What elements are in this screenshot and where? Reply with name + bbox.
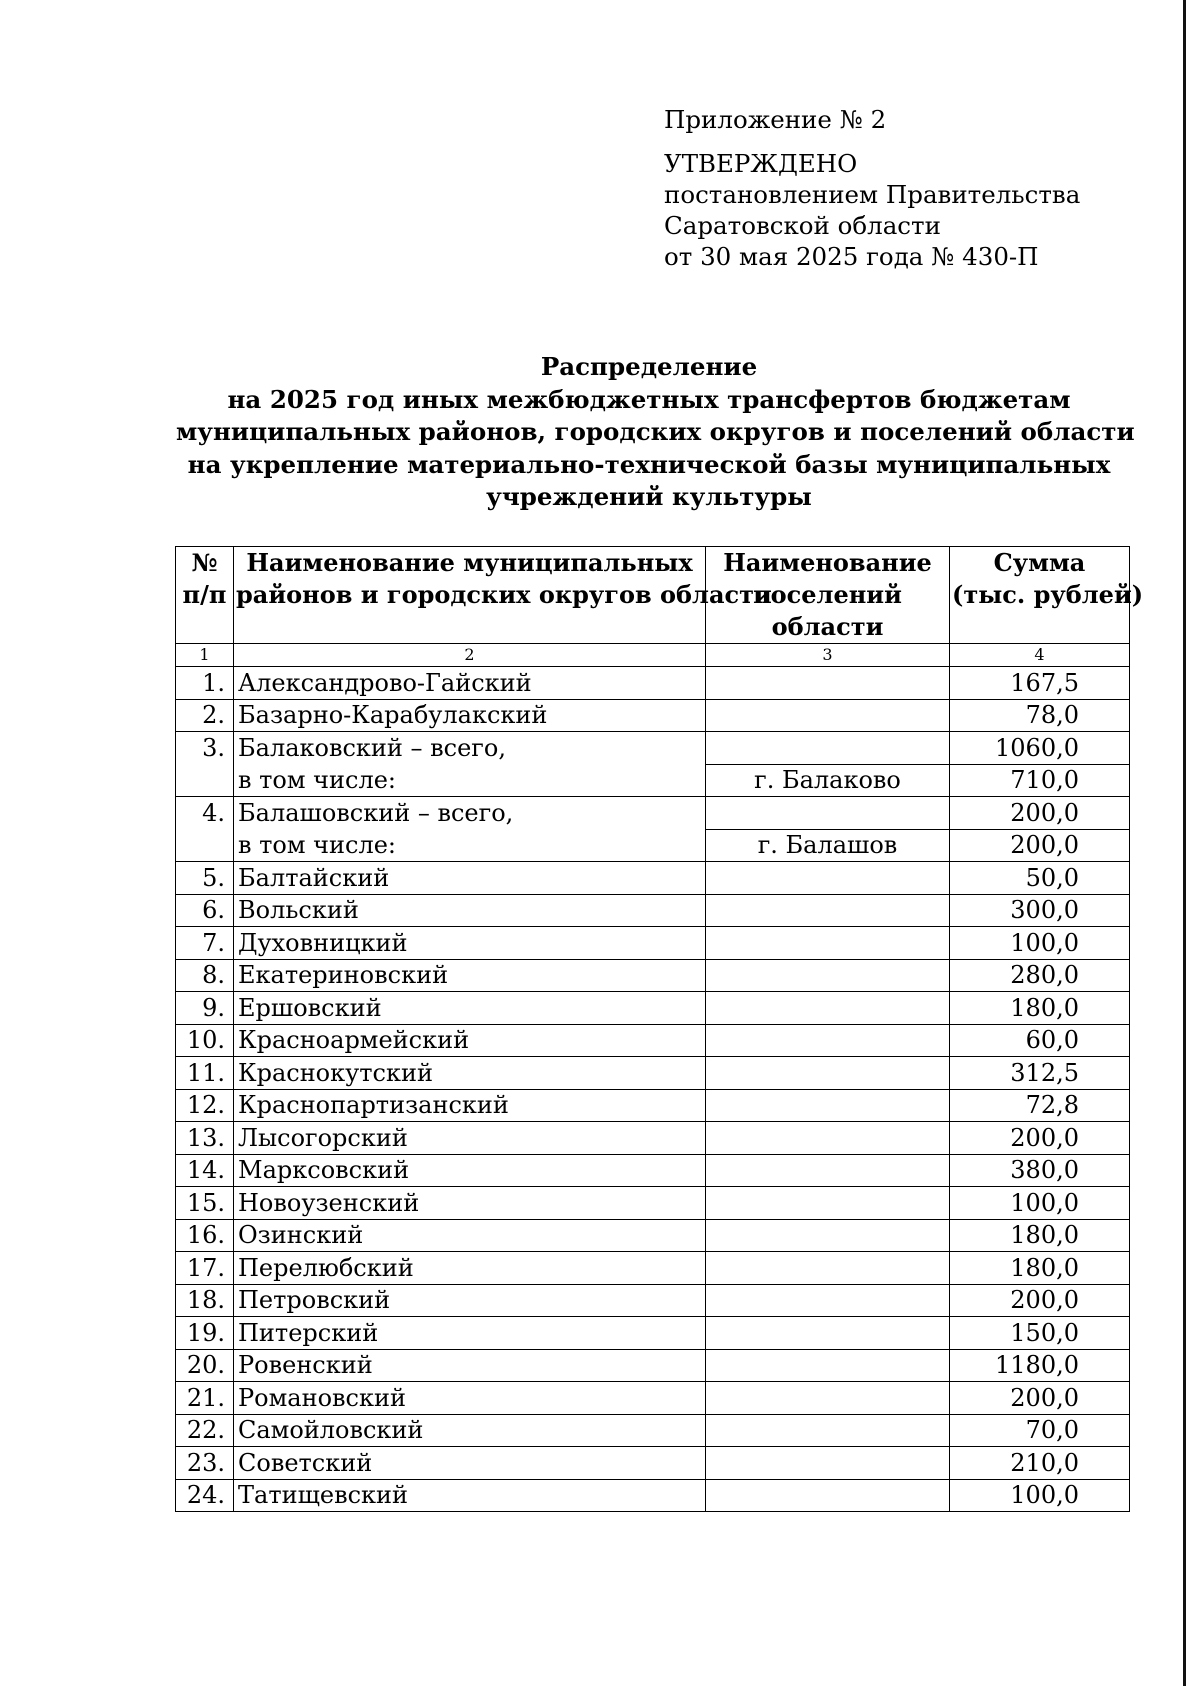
- settlement-name: [706, 1024, 950, 1057]
- sum-value: 72,8: [950, 1089, 1130, 1122]
- table-row: [176, 1089, 1130, 1122]
- district-name: в том числе:: [234, 764, 706, 797]
- row-number: 3.: [176, 732, 234, 765]
- sum-value: 50,0: [950, 862, 1130, 895]
- row-number: 2.: [176, 699, 234, 732]
- sum-value: 100,0: [950, 1187, 1130, 1220]
- settlement-name: [706, 1252, 950, 1285]
- table-row: [176, 1057, 1130, 1090]
- header-settlement-line-1: Наименование: [723, 548, 932, 577]
- row-number: 21.: [176, 1382, 234, 1415]
- sum-value: 200,0: [950, 797, 1130, 830]
- header-settlement-line-2: поселений: [753, 580, 902, 609]
- settlement-name: [706, 1447, 950, 1480]
- sum-value: 210,0: [950, 1447, 1130, 1480]
- row-number: 10.: [176, 1024, 234, 1057]
- district-name: Новоузенский: [234, 1187, 706, 1220]
- header-settlement-line-3: области: [771, 612, 884, 641]
- table-row: [176, 992, 1130, 1025]
- header-sum: [950, 547, 1144, 644]
- settlement-name: [706, 1187, 950, 1220]
- sum-value: 70,0: [950, 1414, 1130, 1447]
- header-district-line-2: районов и городских округов области: [236, 580, 772, 609]
- table-row: [176, 1187, 1130, 1220]
- row-number: 23.: [176, 1447, 234, 1480]
- district-name: Перелюбский: [234, 1252, 706, 1285]
- title-line-2: на 2025 год иных межбюджетных трансфертов бюджетам: [227, 384, 1071, 414]
- table-row: [176, 1382, 1130, 1415]
- table-row: [176, 829, 1130, 862]
- district-name: Краснокутский: [234, 1057, 706, 1090]
- column-number: 3: [706, 644, 950, 667]
- district-name: Базарно-Карабулакский: [234, 699, 706, 732]
- district-name: Петровский: [234, 1284, 706, 1317]
- settlement-name: [706, 927, 950, 960]
- settlement-name: [706, 1154, 950, 1187]
- row-number: 17.: [176, 1252, 234, 1285]
- district-name: Краснопартизанский: [234, 1089, 706, 1122]
- district-name: в том числе:: [234, 829, 706, 862]
- table-row: [176, 732, 1130, 765]
- district-name: Балтайский: [234, 862, 706, 895]
- row-number: 12.: [176, 1089, 234, 1122]
- district-name: Екатериновский: [234, 959, 706, 992]
- header-number-line-1: №: [191, 548, 218, 577]
- table-row: [176, 1122, 1130, 1155]
- district-name: Балашовский – всего,: [234, 797, 706, 830]
- settlement-name: [706, 699, 950, 732]
- sum-value: 100,0: [950, 927, 1130, 960]
- settlement-name: [706, 1479, 950, 1512]
- table-header-row: [176, 547, 1130, 644]
- district-name: Красноармейский: [234, 1024, 706, 1057]
- sum-value: 180,0: [950, 992, 1130, 1025]
- district-name: Балаковский – всего,: [234, 732, 706, 765]
- sum-value: 180,0: [950, 1252, 1130, 1285]
- district-name: Самойловский: [234, 1414, 706, 1447]
- table-row: [176, 1447, 1130, 1480]
- title-line-1: Распределение: [540, 352, 758, 381]
- title-line-3: муниципальных районов, городских округов и поселений области: [176, 417, 1135, 446]
- column-number: 2: [234, 644, 706, 667]
- settlement-name: [706, 667, 950, 700]
- sum-value: 1180,0: [950, 1349, 1130, 1382]
- sum-value: 200,0: [950, 1122, 1130, 1155]
- table-row: [176, 1414, 1130, 1447]
- sum-value: 710,0: [950, 764, 1130, 797]
- sum-value: 180,0: [950, 1219, 1130, 1252]
- settlement-name: [706, 959, 950, 992]
- row-number: 9.: [176, 992, 234, 1025]
- approval-line-1: постановлением Правительства: [664, 180, 1081, 209]
- sum-value: 380,0: [950, 1154, 1130, 1187]
- settlement-name: [706, 797, 950, 830]
- title-line-5: учреждений культуры: [486, 482, 812, 511]
- table-row: [176, 862, 1130, 895]
- distribution-table: [175, 546, 1144, 1512]
- approved-label: УТВЕРЖДЕНО: [664, 149, 858, 178]
- row-number: 7.: [176, 927, 234, 960]
- approval-line-2: Саратовской области: [664, 211, 941, 240]
- row-number: [176, 829, 234, 862]
- row-number: 1.: [176, 667, 234, 700]
- district-name: Советский: [234, 1447, 706, 1480]
- settlement-name: [706, 1219, 950, 1252]
- district-name: Озинский: [234, 1219, 706, 1252]
- sum-value: 167,5: [950, 667, 1130, 700]
- district-name: Вольский: [234, 894, 706, 927]
- row-number: 18.: [176, 1284, 234, 1317]
- district-name: Ершовский: [234, 992, 706, 1025]
- sum-value: 300,0: [950, 894, 1130, 927]
- settlement-name: [706, 1349, 950, 1382]
- header-district-line-1: Наименование муниципальных: [246, 548, 693, 577]
- settlement-name: г. Балашов: [706, 829, 950, 862]
- settlement-name: [706, 862, 950, 895]
- row-number: 11.: [176, 1057, 234, 1090]
- table-row: [176, 1349, 1130, 1382]
- table-row: [176, 1317, 1130, 1350]
- table-row: [176, 959, 1130, 992]
- table-row: [176, 699, 1130, 732]
- table-row: [176, 1252, 1130, 1285]
- row-number: 24.: [176, 1479, 234, 1512]
- sum-value: 312,5: [950, 1057, 1130, 1090]
- district-name: Татищевский: [234, 1479, 706, 1512]
- district-name: Романовский: [234, 1382, 706, 1415]
- row-number: 6.: [176, 894, 234, 927]
- sum-value: 200,0: [950, 1382, 1130, 1415]
- table-row: [176, 1154, 1130, 1187]
- row-number: 13.: [176, 1122, 234, 1155]
- sum-value: 280,0: [950, 959, 1130, 992]
- table-row: [176, 797, 1130, 830]
- table-row: [176, 927, 1130, 960]
- settlement-name: [706, 1057, 950, 1090]
- column-number: 1: [176, 644, 234, 667]
- row-number: 14.: [176, 1154, 234, 1187]
- district-name: Лысогорский: [234, 1122, 706, 1155]
- sum-value: 200,0: [950, 829, 1130, 862]
- table-row: [176, 667, 1130, 700]
- table-row: [176, 1024, 1130, 1057]
- column-number-row: [176, 644, 1130, 667]
- settlement-name: [706, 1382, 950, 1415]
- district-name: Марксовский: [234, 1154, 706, 1187]
- page-edge-line: [1183, 0, 1186, 1686]
- district-name: Питерский: [234, 1317, 706, 1350]
- row-number: 19.: [176, 1317, 234, 1350]
- approval-line-3: от 30 мая 2025 года № 430-П: [664, 242, 1039, 271]
- column-number: 4: [950, 644, 1130, 667]
- annex-label: Приложение № 2: [664, 105, 887, 134]
- settlement-name: [706, 1317, 950, 1350]
- row-number: 16.: [176, 1219, 234, 1252]
- district-name: Ровенский: [234, 1349, 706, 1382]
- row-number: 4.: [176, 797, 234, 830]
- table-body: [176, 667, 1130, 1512]
- header-sum-line-2: (тыс. рублей): [952, 580, 1144, 609]
- district-name: Александрово-Гайский: [234, 667, 706, 700]
- settlement-name: [706, 1122, 950, 1155]
- header-number: [176, 547, 234, 644]
- settlement-name: [706, 1284, 950, 1317]
- header-sum-line-1: Сумма: [993, 548, 1086, 577]
- header-district: [234, 547, 772, 644]
- table-row: [176, 894, 1130, 927]
- row-number: 8.: [176, 959, 234, 992]
- sum-value: 100,0: [950, 1479, 1130, 1512]
- table-row: [176, 764, 1130, 797]
- approval-block: [664, 104, 1124, 272]
- district-name: Духовницкий: [234, 927, 706, 960]
- table-row: [176, 1284, 1130, 1317]
- row-number: 5.: [176, 862, 234, 895]
- sum-value: 1060,0: [950, 732, 1130, 765]
- document-title: [176, 351, 1135, 514]
- settlement-name: [706, 1089, 950, 1122]
- settlement-name: [706, 894, 950, 927]
- row-number: 22.: [176, 1414, 234, 1447]
- settlement-name: [706, 1414, 950, 1447]
- table-row: [176, 1219, 1130, 1252]
- table-row: [176, 1479, 1130, 1512]
- title-line-4: на укрепление материально-технической базы муниципальных: [187, 449, 1111, 479]
- row-number: 15.: [176, 1187, 234, 1220]
- sum-value: 200,0: [950, 1284, 1130, 1317]
- sum-value: 60,0: [950, 1024, 1130, 1057]
- settlement-name: г. Балаково: [706, 764, 950, 797]
- settlement-name: [706, 992, 950, 1025]
- sum-value: 78,0: [950, 699, 1130, 732]
- row-number: 20.: [176, 1349, 234, 1382]
- row-number: [176, 764, 234, 797]
- header-number-line-2: п/п: [182, 580, 227, 609]
- sum-value: 150,0: [950, 1317, 1130, 1350]
- settlement-name: [706, 732, 950, 765]
